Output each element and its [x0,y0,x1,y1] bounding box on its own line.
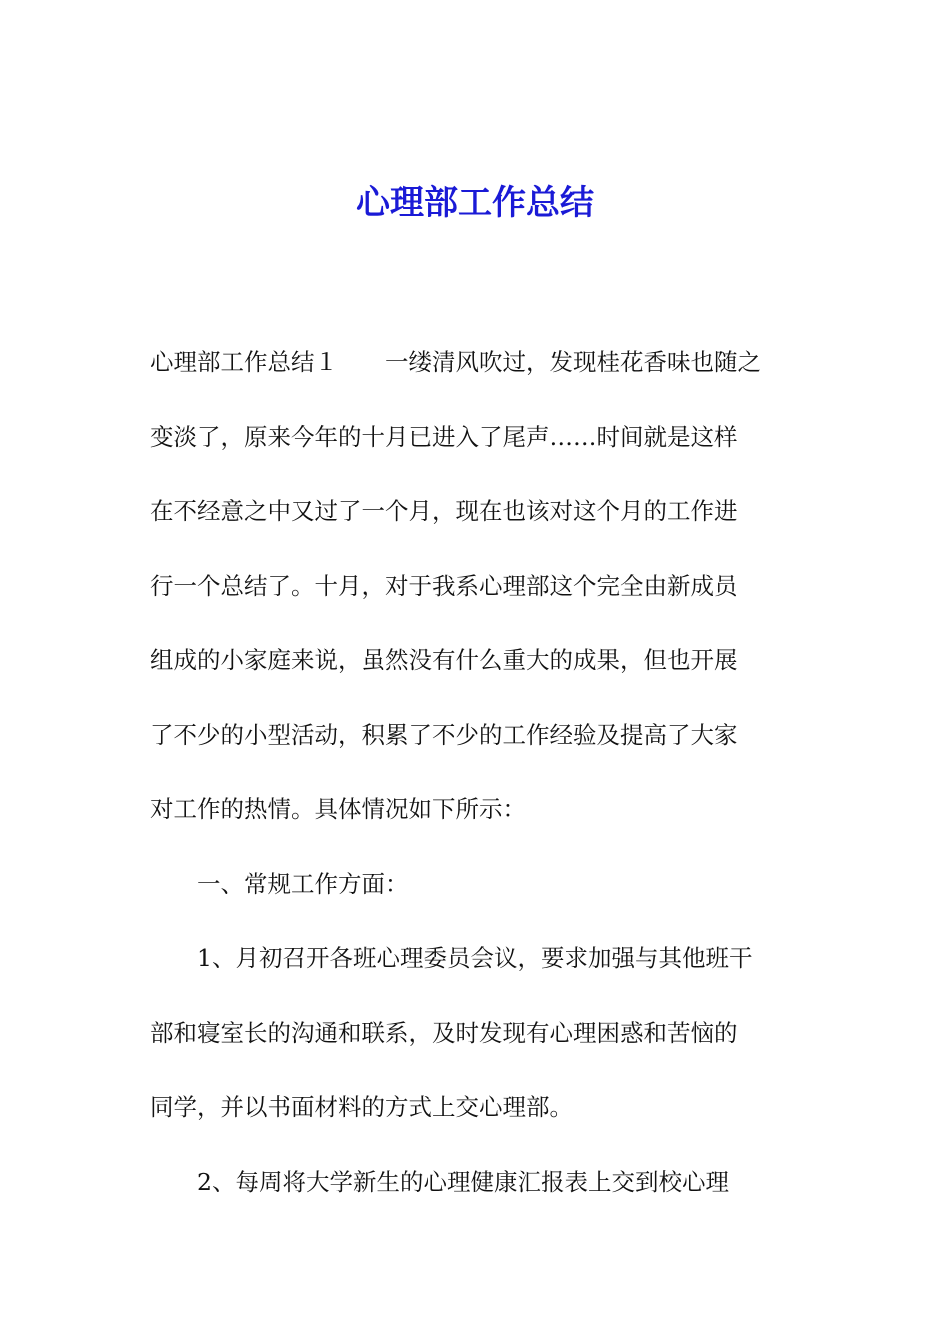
body-line-4: 行一个总结了。十月，对于我系心理部这个完全由新成员 [150,571,738,600]
body-line-7: 对工作的热情。具体情况如下所示： [150,795,526,823]
document-body [150,325,810,1219]
section-heading-routine-work: 一、常规工作方面： [197,869,409,898]
body-line-1: 心理部工作总结１ 一缕清风吹过，发现桂花香味也随之 [150,348,761,376]
body-line-6: 了不少的小型活动，积累了不少的工作经验及提高了大家 [150,720,738,749]
body-line-2: 变淡了，原来今年的十月已进入了尾声……时间就是这样 [150,422,738,451]
list-item-1-line-2: 部和寝室长的沟通和联系，及时发现有心理困惑和苦恼的 [150,1018,738,1047]
list-item-1-line-3: 同学，并以书面材料的方式上交心理部。 [150,1093,573,1121]
document-title: 心理部工作总结 [356,183,594,223]
body-line-5: 组成的小家庭来说，虽然没有什么重大的成果，但也开展 [150,646,738,674]
list-item-1-line-1: 1、月初召开各班心理委员会议，要求加强与其他班干 [197,944,753,972]
list-item-2-line-1: 2、每周将大学新生的心理健康汇报表上交到校心理 [197,1167,729,1196]
body-line-3: 在不经意之中又过了一个月，现在也该对这个月的工作进 [150,497,738,525]
